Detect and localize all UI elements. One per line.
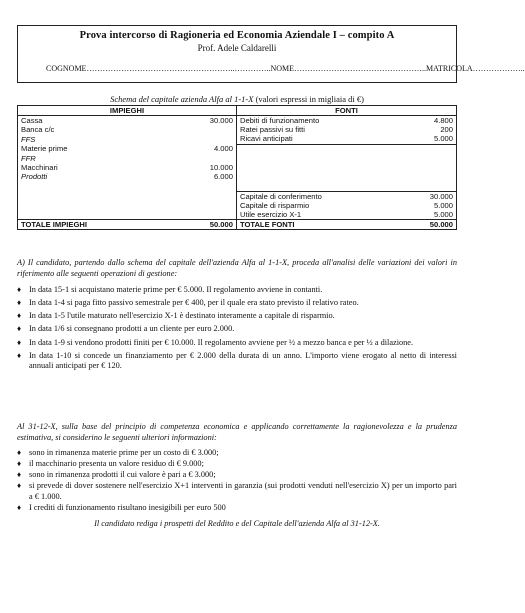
fonti-value <box>389 181 457 191</box>
fonti-value: 5.000 <box>389 134 457 144</box>
operations-list <box>17 285 457 372</box>
operation-text: In data 1-9 si vendono prodotti finiti per € 10.000. Il regolamento avviene per ½ a mezzo banca e per ½ a dilazione. <box>29 337 414 347</box>
impieghi-label <box>18 191 169 201</box>
fonti-label: Ricavi anticipati <box>236 134 388 144</box>
information-text: sono in rimanenza prodotti il cui valore è pari a € 3.000; <box>29 470 216 480</box>
diamond-bullet-icon: ♦ <box>17 470 22 480</box>
impieghi-label: Materie prime <box>18 144 169 154</box>
fonti-label: Debiti di funzionamento <box>236 116 388 126</box>
total-fonti-label: TOTALE FONTI <box>236 220 388 230</box>
fonti-label <box>236 181 388 191</box>
fonti-value: 30.000 <box>389 191 457 201</box>
list-item <box>17 285 457 296</box>
diamond-bullet-icon: ♦ <box>17 298 22 308</box>
fonti-label <box>236 144 388 154</box>
diamond-bullet-icon: ♦ <box>17 285 22 295</box>
information-text: si prevede di dover sostenere nell'esercizio X+1 interventi in garanzia (sui prodotti venduti nell'esercizio X) per un importo pari a € 1.000. <box>29 481 457 502</box>
header-box <box>17 25 525 83</box>
fonti-label: Ratei passivi su fitti <box>239 125 305 135</box>
total-impieghi-value: 50.000 <box>169 220 237 230</box>
list-item <box>17 324 457 335</box>
capital-schema-table <box>17 105 457 230</box>
operation-text: In data 15-1 si acquistano materie prime per € 5.000. Il regolamento avviene in contanti. <box>29 285 323 295</box>
diamond-bullet-icon: ♦ <box>17 350 22 360</box>
impieghi-value <box>169 134 237 144</box>
fonti-label: Utile esercizio X-1 <box>236 210 388 220</box>
impieghi-label: Prodotti <box>18 172 169 181</box>
fonti-label <box>236 163 388 172</box>
impieghi-value <box>169 191 237 201</box>
impieghi-label <box>18 210 169 220</box>
fonti-label: Capitale di risparmio <box>239 200 310 210</box>
professor-name: Prof. Adele Caldarelli <box>197 43 277 53</box>
impieghi-value: 6.000 <box>169 172 237 181</box>
impieghi-label: FFS <box>18 134 169 144</box>
fonti-header: FONTI <box>236 106 456 116</box>
fonti-label <box>236 154 388 163</box>
operation-text: In data 1-5 l'utile maturato nell'esercizio X-1 è destinato interamente a capitale di risparmio. <box>29 311 335 321</box>
fonti-value <box>389 163 457 172</box>
table-row <box>18 210 457 220</box>
list-item <box>17 351 457 372</box>
fonti-value: 5.000 <box>389 210 457 220</box>
table-row <box>18 191 457 201</box>
diamond-bullet-icon: ♦ <box>17 324 22 334</box>
impieghi-value <box>169 210 237 220</box>
diamond-bullet-icon: ♦ <box>17 503 22 513</box>
fonti-value: 200 <box>389 125 457 134</box>
table-body <box>18 116 457 220</box>
list-item <box>17 470 457 481</box>
impieghi-value: 30.000 <box>169 116 237 126</box>
list-item <box>17 338 457 349</box>
impieghi-label: Macchinari <box>18 163 169 172</box>
table-header-row <box>18 106 457 116</box>
table-row <box>18 116 457 126</box>
final-instruction: Il candidato rediga i prospetti del Reddito e del Capitale dell'azienda Alfa al 31-12-X. <box>94 519 380 528</box>
table-row <box>18 201 457 210</box>
fonti-value <box>389 154 457 163</box>
exam-title: Prova intercorso di Ragioneria ed Economia Aziendale I – compito A <box>79 30 395 41</box>
impieghi-value: 4.000 <box>169 144 237 154</box>
list-item <box>17 311 457 322</box>
impieghi-label: FFR <box>18 154 169 163</box>
impieghi-value <box>169 201 237 210</box>
table-row <box>18 181 457 191</box>
totals-row <box>18 220 457 230</box>
information-text: I crediti di funzionamento risultano inesigibili per euro 500 <box>29 503 226 513</box>
section-b-intro: Al 31-12-X, sulla base del principio di competenza economica e applicando correttamente la ragionevolezza e la prudenza estimativa, si considerino le seguenti ulteriori informazioni: <box>17 422 457 442</box>
nome-field: NOME………………………………………….. <box>270 64 427 73</box>
schema-caption-units: (valori espressi in migliaia di €) <box>253 94 364 104</box>
matricola-field: MATRICOLA……………….. <box>426 64 525 73</box>
list-item <box>17 298 457 309</box>
fonti-value: 4.800 <box>389 116 457 126</box>
fonti-value: 5.000 <box>389 201 457 210</box>
operation-text: In data 1/6 si consegnano prodotti a un cliente per euro 2.000. <box>29 324 235 334</box>
table-row <box>18 134 457 144</box>
impieghi-value <box>169 181 237 191</box>
total-fonti-value: 50.000 <box>389 220 457 230</box>
fonti-label: Capitale di conferimento <box>236 191 388 201</box>
operation-text: In data 1-4 si paga fitto passivo semestrale per € 400, per il quale era stato previsto il relativo rateo. <box>29 298 359 308</box>
table-row <box>18 144 457 154</box>
table-row <box>18 125 457 134</box>
section-a <box>17 258 457 374</box>
impieghi-header: IMPIEGHI <box>18 106 237 116</box>
information-text: il macchinario presenta un valore residuo di € 9.000; <box>29 459 204 469</box>
schema-caption <box>0 94 474 104</box>
impieghi-value <box>169 154 237 163</box>
diamond-bullet-icon: ♦ <box>17 481 22 491</box>
information-list <box>17 448 457 514</box>
list-item <box>17 448 457 459</box>
list-item <box>17 459 457 470</box>
diamond-bullet-icon: ♦ <box>17 448 22 458</box>
section-a-intro: A) Il candidato, partendo dallo schema del capitale dell'azienda Alfa al 1-1-X, proceda all'analisi delle variazioni dei valori in riferimento alle seguenti operazioni di gestione: <box>17 258 457 278</box>
list-item <box>17 503 457 514</box>
impieghi-value: 10.000 <box>169 163 237 172</box>
fonti-value <box>389 172 457 181</box>
section-b <box>17 422 457 514</box>
table-row <box>18 154 457 163</box>
fonti-value <box>389 144 457 154</box>
total-impieghi-label: TOTALE IMPIEGHI <box>18 220 169 230</box>
diamond-bullet-icon: ♦ <box>17 337 22 347</box>
diamond-bullet-icon: ♦ <box>17 311 22 321</box>
list-item <box>17 481 457 502</box>
information-text: sono in rimanenza materie prime per un costo di € 3.000; <box>29 448 219 458</box>
cognome-field: COGNOME………………………………………………..………….. <box>46 64 271 73</box>
operation-text: In data 1-10 si concede un finanziamento per € 2.000 della durata di un anno. L'importo viene erogato al netto di interessi annuali anticipati per € 120. <box>29 350 457 371</box>
schema-caption-title: Schema del capitale azienda Alfa al 1-1-X <box>110 94 254 104</box>
table-row <box>18 172 457 181</box>
impieghi-label <box>18 181 169 191</box>
fonti-label <box>236 172 388 181</box>
impieghi-label <box>18 201 169 210</box>
diamond-bullet-icon: ♦ <box>17 459 22 469</box>
impieghi-label: Cassa <box>18 116 169 126</box>
impieghi-label: Banca c/c <box>18 125 169 134</box>
student-fields <box>46 64 525 73</box>
impieghi-value <box>169 125 237 134</box>
table-row <box>18 163 457 172</box>
